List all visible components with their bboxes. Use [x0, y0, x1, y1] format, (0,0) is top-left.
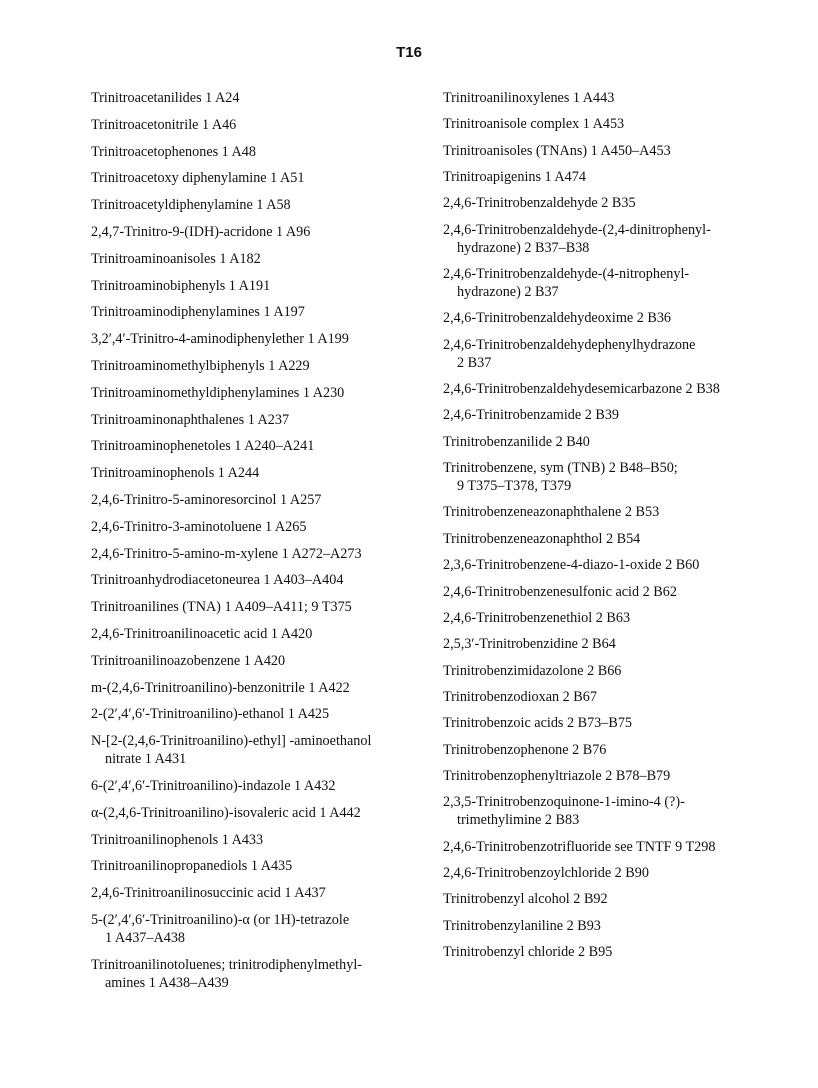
index-entry: N-[2-(2,4,6-Trinitroanilino)-ethyl] -aminoethanol nitrate 1 A431 — [91, 733, 372, 768]
index-entry: Trinitroanilinoazobenzene 1 A420 — [91, 652, 286, 669]
index-entry: Trinitroanisole complex 1 A453 — [443, 116, 625, 133]
index-entry: 2,4,6-Trinitrobenzaldehyde 2 B35 — [443, 195, 636, 212]
index-entry: Trinitrobenzeneazonaphthalene 2 B53 — [443, 504, 660, 521]
index-entry: α-(2,4,6-Trinitroanilino)-isovaleric acid 1 A442 — [91, 804, 361, 821]
index-entry: 2,4,6-Trinitro-5-amino-m-xylene 1 A272–A273 — [91, 545, 362, 562]
index-entry: Trinitroanisoles (TNAns) 1 A450–A453 — [443, 142, 671, 159]
index-entry: 2,4,6-Trinitrobenzoylchloride 2 B90 — [443, 864, 649, 881]
index-entry: Trinitroaminonaphthalenes 1 A237 — [91, 411, 290, 428]
index-entry: Trinitrobenzoic acids 2 B73–B75 — [443, 715, 633, 732]
index-entry: Trinitrobenzophenyltriazole 2 B78–B79 — [443, 767, 671, 784]
index-entry: 2,4,6-Trinitrobenzaldehydeoxime 2 B36 — [443, 310, 672, 327]
index-entry: 2,4,6-Trinitrobenzenesulfonic acid 2 B62 — [443, 583, 677, 600]
index-entry: Trinitrobenzodioxan 2 B67 — [443, 688, 597, 705]
index-column-right — [443, 89, 803, 969]
index-entry: 2,4,6-Trinitro-5-aminoresorcinol 1 A257 — [91, 491, 322, 508]
index-entry: 2,4,6-Trinitrobenzotrifluoride see TNTF 9 T298 — [443, 838, 716, 855]
index-entry: Trinitrobenzene, sym (TNB) 2 B48–B50; 9 T375–T378, T379 — [443, 460, 678, 495]
index-entry: Trinitroapigenins 1 A474 — [443, 169, 586, 186]
index-entry: 2,4,6-Trinitrobenzaldehydephenylhydrazone 2 B37 — [443, 336, 696, 371]
index-entry: Trinitroanilinophenols 1 A433 — [91, 831, 264, 848]
index-entry: Trinitroaminodiphenylamines 1 A197 — [91, 304, 305, 321]
index-entry: 2,4,6-Trinitrobenzaldehydesemicarbazone 2 B38 — [443, 381, 720, 398]
index-entry: 2,5,3′-Trinitrobenzidine 2 B64 — [443, 636, 616, 653]
index-entry: Trinitroanhydrodiacetoneurea 1 A403–A404 — [91, 572, 344, 589]
index-entry: Trinitroanilinotoluenes; trinitrodiphenylmethyl- amines 1 A438–A439 — [91, 956, 362, 991]
index-entry: 2,4,6-Trinitroanilinosuccinic acid 1 A437 — [91, 885, 326, 902]
index-entry: Trinitroanilinoxylenes 1 A443 — [443, 90, 615, 106]
index-entry: Trinitrobenzeneazonaphthol 2 B54 — [443, 530, 641, 547]
index-entry: 2,4,6-Trinitroanilinoacetic acid 1 A420 — [91, 625, 313, 642]
index-entry: Trinitroaminophenols 1 A244 — [91, 465, 260, 482]
index-entry: 6-(2′,4′,6′-Trinitroanilino)-indazole 1 A432 — [91, 777, 336, 794]
index-entry: 2,4,6-Trinitrobenzamide 2 B39 — [443, 407, 620, 424]
index-entry: Trinitrobenzanilide 2 B40 — [443, 433, 590, 450]
index-entry: Trinitroacetyldiphenylamine 1 A58 — [91, 197, 291, 214]
index-entry: 2,4,6-Trinitrobenzenethiol 2 B63 — [443, 609, 631, 626]
index-entry: Trinitrobenzyl alcohol 2 B92 — [443, 891, 608, 908]
index-entry: Trinitrobenzimidazolone 2 B66 — [443, 662, 622, 679]
index-entry: 2,4,7-Trinitro-9-(IDH)-acridone 1 A96 — [91, 223, 311, 240]
index-entry: Trinitroacetonitrile 1 A46 — [91, 116, 237, 133]
index-entry: Trinitroaminomethylbiphenyls 1 A229 — [91, 357, 310, 374]
index-entry: Trinitroaminobiphenyls 1 A191 — [91, 277, 271, 294]
index-entry: 3,2′,4′-Trinitro-4-aminodiphenylether 1 A199 — [91, 331, 349, 348]
index-column-left — [91, 89, 411, 1001]
index-entry: 5-(2′,4′,6′-Trinitroanilino)-α (or 1H)-tetrazole 1 A437–A438 — [91, 911, 350, 946]
index-entry: Trinitroaminophenetoles 1 A240–A241 — [91, 438, 315, 455]
index-entry: Trinitrobenzophenone 2 B76 — [443, 741, 607, 758]
index-entry: Trinitroacetanilides 1 A24 — [91, 90, 240, 106]
index-entry: Trinitroacetoxy diphenylamine 1 A51 — [91, 170, 305, 187]
index-entry: Trinitroanilines (TNA) 1 A409–A411; 9 T375 — [91, 599, 352, 616]
index-entry: m-(2,4,6-Trinitroanilino)-benzonitrile 1 A422 — [91, 679, 350, 696]
index-entry: Trinitroanilinopropanediols 1 A435 — [91, 858, 293, 875]
index-entry: Trinitrobenzyl chloride 2 B95 — [443, 943, 613, 960]
index-entry: Trinitroaminomethyldiphenylamines 1 A230 — [91, 384, 345, 401]
index-entry: Trinitroaminoanisoles 1 A182 — [91, 250, 261, 267]
index-entry: Trinitrobenzylaniline 2 B93 — [443, 917, 601, 934]
index-entry: 2,4,6-Trinitrobenzaldehyde-(2,4-dinitrophenyl- hydrazone) 2 B37–B38 — [443, 221, 711, 256]
index-entry: 2,4,6-Trinitro-3-aminotoluene 1 A265 — [91, 518, 307, 535]
index-entry: 2,3,6-Trinitrobenzene-4-diazo-1-oxide 2 B60 — [443, 557, 700, 574]
index-entry: Trinitroacetophenones 1 A48 — [91, 143, 256, 160]
index-entry: 2-(2′,4′,6′-Trinitroanilino)-ethanol 1 A425 — [91, 706, 330, 723]
index-entry: 2,4,6-Trinitrobenzaldehyde-(4-nitrophenyl- hydrazone) 2 B37 — [443, 266, 690, 301]
index-entry: 2,3,5-Trinitrobenzoquinone-1-imino-4 (?)- trimethylimine 2 B83 — [443, 794, 685, 829]
page-header: T16 — [396, 44, 422, 61]
